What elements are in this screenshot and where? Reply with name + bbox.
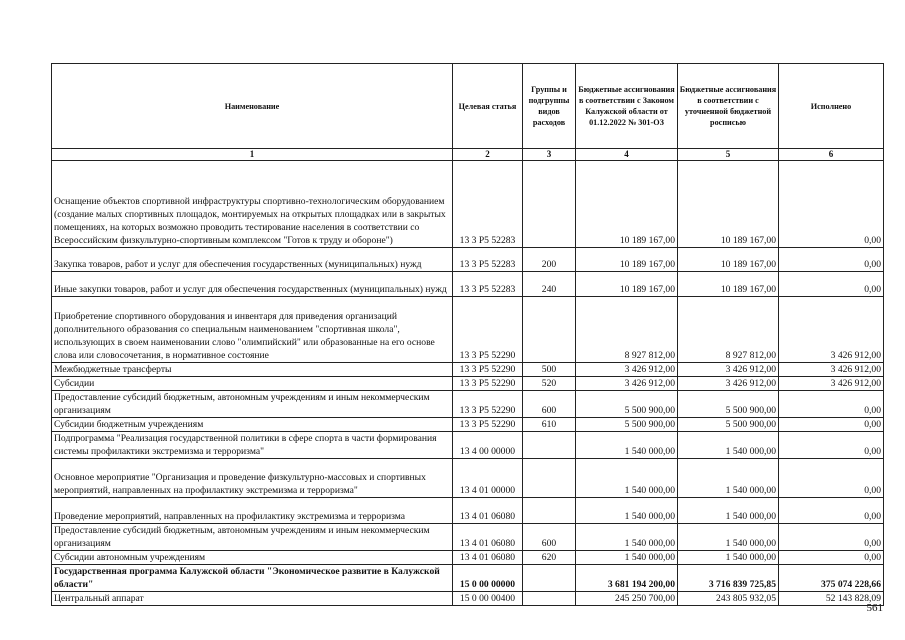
row-executed-amount: 0,00 — [779, 498, 884, 524]
table-row — [52, 391, 884, 418]
row-expense-group — [523, 459, 576, 498]
column-number: 5 — [678, 149, 779, 161]
row-name: Субсидии — [52, 377, 453, 391]
row-law-amount: 5 500 900,00 — [576, 418, 678, 432]
table-row — [52, 161, 884, 248]
row-refined-amount: 1 540 000,00 — [678, 524, 779, 551]
column-number: 2 — [453, 149, 523, 161]
row-executed-amount: 375 074 228,66 — [779, 565, 884, 592]
table-row — [52, 272, 884, 297]
row-target-article: 13 3 P5 52290 — [453, 363, 523, 377]
row-target-article: 15 0 00 00400 — [453, 592, 523, 606]
table-row — [52, 592, 884, 606]
row-target-article: 13 3 P5 52283 — [453, 248, 523, 272]
table-row — [52, 565, 884, 592]
row-refined-amount: 1 540 000,00 — [678, 551, 779, 565]
row-law-amount: 3 426 912,00 — [576, 363, 678, 377]
row-name: Иные закупки товаров, работ и услуг для обеспечения государственных (муниципальных) нужд — [52, 272, 453, 297]
row-target-article: 13 3 P5 52283 — [453, 272, 523, 297]
row-refined-amount: 10 189 167,00 — [678, 161, 779, 248]
row-name: Закупка товаров, работ и услуг для обеспечения государственных (муниципальных) нужд — [52, 248, 453, 272]
row-executed-amount: 0,00 — [779, 248, 884, 272]
row-expense-group — [523, 592, 576, 606]
table-row — [52, 432, 884, 459]
table-row — [52, 551, 884, 565]
row-target-article: 13 3 P5 52283 — [453, 161, 523, 248]
row-law-amount: 5 500 900,00 — [576, 391, 678, 418]
row-expense-group — [523, 498, 576, 524]
budget-table — [51, 63, 884, 606]
row-name: Центральный аппарат — [52, 592, 453, 606]
row-target-article: 13 3 P5 52290 — [453, 297, 523, 363]
row-executed-amount: 0,00 — [779, 524, 884, 551]
row-law-amount: 1 540 000,00 — [576, 459, 678, 498]
row-refined-amount: 1 540 000,00 — [678, 459, 779, 498]
row-expense-group: 500 — [523, 363, 576, 377]
table-row — [52, 459, 884, 498]
row-executed-amount: 0,00 — [779, 391, 884, 418]
row-target-article: 13 3 P5 52290 — [453, 377, 523, 391]
column-number: 6 — [779, 149, 884, 161]
row-law-amount: 10 189 167,00 — [576, 248, 678, 272]
row-expense-group — [523, 432, 576, 459]
row-expense-group: 620 — [523, 551, 576, 565]
row-target-article: 13 4 00 00000 — [453, 432, 523, 459]
row-executed-amount: 0,00 — [779, 418, 884, 432]
header-executed: Исполнено — [779, 64, 884, 149]
page-number: 561 — [866, 602, 883, 614]
header-target-article: Целевая статья — [453, 64, 523, 149]
row-target-article: 13 3 P5 52290 — [453, 418, 523, 432]
table-row — [52, 363, 884, 377]
row-executed-amount: 0,00 — [779, 272, 884, 297]
table-row — [52, 498, 884, 524]
row-executed-amount: 3 426 912,00 — [779, 297, 884, 363]
row-law-amount: 1 540 000,00 — [576, 551, 678, 565]
row-name: Основное мероприятие "Организация и проведение физкультурно-массовых и спортивных мероприятий, направленных на профилактику экстремизма и терроризма" — [52, 459, 453, 498]
row-name: Подпрограмма "Реализация государственной политики в сфере спорта в части формирования системы профилактики экстремизма и терроризма" — [52, 432, 453, 459]
row-name: Проведение мероприятий, направленных на профилактику экстремизма и терроризма — [52, 498, 453, 524]
row-law-amount: 10 189 167,00 — [576, 161, 678, 248]
row-target-article: 13 3 P5 52290 — [453, 391, 523, 418]
row-expense-group: 200 — [523, 248, 576, 272]
table-row — [52, 248, 884, 272]
row-refined-amount: 5 500 900,00 — [678, 391, 779, 418]
row-name: Межбюджетные трансферты — [52, 363, 453, 377]
row-law-amount: 3 426 912,00 — [576, 377, 678, 391]
row-law-amount: 1 540 000,00 — [576, 524, 678, 551]
row-executed-amount: 3 426 912,00 — [779, 377, 884, 391]
row-refined-amount: 10 189 167,00 — [678, 248, 779, 272]
row-expense-group: 240 — [523, 272, 576, 297]
row-name: Субсидии бюджетным учреждениям — [52, 418, 453, 432]
header-refined-allocations: Бюджетные ассигнования в соответствии с уточненной бюджетной росписью — [678, 64, 779, 149]
row-law-amount: 3 681 194 200,00 — [576, 565, 678, 592]
table-row — [52, 418, 884, 432]
header-law-allocations: Бюджетные ассигнования в соответствии с Законом Калужской области от 01.12.2022 № 301-ОЗ — [576, 64, 678, 149]
row-expense-group: 600 — [523, 391, 576, 418]
row-expense-group: 610 — [523, 418, 576, 432]
row-refined-amount: 1 540 000,00 — [678, 432, 779, 459]
row-name: Субсидии автономным учреждениям — [52, 551, 453, 565]
row-refined-amount: 3 426 912,00 — [678, 377, 779, 391]
row-expense-group: 520 — [523, 377, 576, 391]
table-row — [52, 377, 884, 391]
column-number: 3 — [523, 149, 576, 161]
row-law-amount: 8 927 812,00 — [576, 297, 678, 363]
row-target-article: 15 0 00 00000 — [453, 565, 523, 592]
row-executed-amount: 52 143 828,09 — [779, 592, 884, 606]
row-law-amount: 10 189 167,00 — [576, 272, 678, 297]
row-law-amount: 1 540 000,00 — [576, 432, 678, 459]
row-target-article: 13 4 01 00000 — [453, 459, 523, 498]
row-refined-amount: 5 500 900,00 — [678, 418, 779, 432]
row-executed-amount: 0,00 — [779, 551, 884, 565]
row-expense-group — [523, 161, 576, 248]
row-name: Государственная программа Калужской области "Экономическое развитие в Калужской области" — [52, 565, 453, 592]
row-refined-amount: 3 716 839 725,85 — [678, 565, 779, 592]
row-refined-amount: 243 805 932,05 — [678, 592, 779, 606]
row-refined-amount: 10 189 167,00 — [678, 272, 779, 297]
table-row — [52, 524, 884, 551]
row-refined-amount: 3 426 912,00 — [678, 363, 779, 377]
row-expense-group — [523, 297, 576, 363]
row-executed-amount: 0,00 — [779, 432, 884, 459]
row-target-article: 13 4 01 06080 — [453, 551, 523, 565]
row-name: Предоставление субсидий бюджетным, автономным учреждениям и иным некоммерческим организациям — [52, 391, 453, 418]
column-number: 4 — [576, 149, 678, 161]
row-law-amount: 1 540 000,00 — [576, 498, 678, 524]
row-executed-amount: 3 426 912,00 — [779, 363, 884, 377]
header-name: Наименование — [52, 64, 453, 149]
header-expense-groups: Группы и подгруппы видов расходов — [523, 64, 576, 149]
row-name: Предоставление субсидий бюджетным, автономным учреждениям и иным некоммерческим организациям — [52, 524, 453, 551]
row-executed-amount: 0,00 — [779, 459, 884, 498]
row-expense-group: 600 — [523, 524, 576, 551]
row-law-amount: 245 250 700,00 — [576, 592, 678, 606]
row-refined-amount: 1 540 000,00 — [678, 498, 779, 524]
row-executed-amount: 0,00 — [779, 161, 884, 248]
row-name: Оснащение объектов спортивной инфраструктуры спортивно-технологическим оборудованием (создание малых спортивных площадок, монтируемых на открытых площадках или в закрытых помещениях, на которых возможно проводить тестирование населения в соответствии со Всероссийским физкультурно-спортивным комплексом "Готов к труду и обороне") — [52, 161, 453, 248]
row-expense-group — [523, 565, 576, 592]
row-target-article: 13 4 01 06080 — [453, 498, 523, 524]
row-name: Приобретение спортивного оборудования и инвентаря для приведения организаций дополнительного образования со специальным наименованием "спортивная школа", использующих в своем наименовании слово "олимпийский" или образованные на его основе слова или словосочетания, в нормативное состояние — [52, 297, 453, 363]
row-target-article: 13 4 01 06080 — [453, 524, 523, 551]
table-row — [52, 297, 884, 363]
column-number: 1 — [52, 149, 453, 161]
row-refined-amount: 8 927 812,00 — [678, 297, 779, 363]
